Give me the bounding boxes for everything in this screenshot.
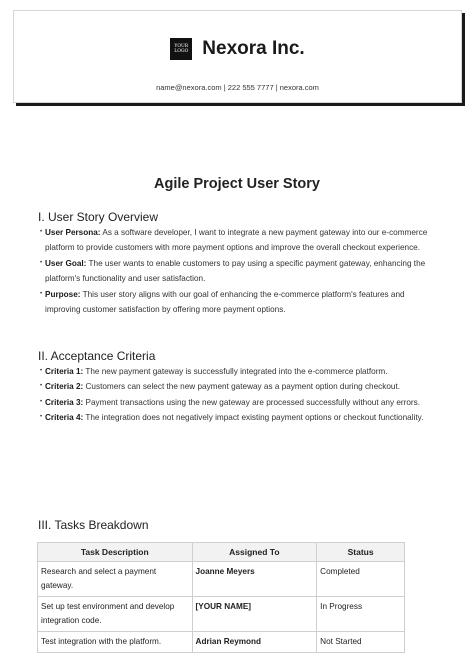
table-row [38, 562, 405, 597]
item-label: User Goal: [45, 258, 87, 268]
overview-list [40, 225, 438, 317]
status-cell: Completed [317, 562, 405, 597]
letterhead [13, 10, 462, 103]
contact-info: name@nexora.com | 222 555 7777 | nexora.com [156, 83, 319, 92]
tasks-table [37, 542, 405, 653]
item-text: Payment transactions using the new gateway are processed successfully without any errors. [83, 397, 420, 407]
item-label: Criteria 3: [45, 397, 84, 407]
acceptance-list [40, 364, 438, 426]
table-row [38, 597, 405, 632]
section-heading-tasks: III. Tasks Breakdown [38, 518, 149, 532]
assignee-cell: Adrian Reymond [192, 632, 317, 653]
column-header-assigned: Assigned To [192, 543, 317, 562]
item-text: This user story aligns with our goal of enhancing the e-commerce platform's features and improving customer satisfaction by offering more payment options. [45, 289, 405, 315]
task-cell: Test integration with the platform. [38, 632, 193, 653]
document-title: Agile Project User Story [154, 176, 320, 192]
list-item [40, 225, 438, 256]
item-label: Criteria 1: [45, 367, 84, 376]
item-text: The user wants to enable customers to pay using a specific payment gateway, enhancing the platform's functionality and user satisfaction. [45, 258, 426, 284]
section-heading-overview: I. User Story Overview [38, 210, 159, 224]
assignee-cell: Joanne Meyers [192, 562, 317, 597]
logo-text-bottom: LOGO [174, 49, 189, 54]
status-cell: Not Started [317, 632, 405, 653]
status-cell: In Progress [317, 597, 405, 632]
item-text: The new payment gateway is successfully integrated into the e-commerce platform. [83, 367, 388, 376]
item-text: The integration does not negatively impact existing payment options or checkout functionality. [83, 413, 424, 423]
list-item [40, 410, 438, 425]
assignee-cell: [YOUR NAME] [192, 597, 317, 632]
table-row [38, 632, 405, 653]
company-name: Nexora Inc. [202, 38, 305, 59]
company-logo [170, 38, 192, 60]
logo-text-top: YOUR [174, 44, 189, 49]
list-item [40, 287, 438, 318]
column-header-task: Task Description [38, 543, 193, 562]
section-heading-acceptance: II. Acceptance Criteria [38, 349, 156, 363]
item-label: Criteria 2: [45, 382, 84, 392]
task-cell: Set up test environment and develop integration code. [38, 597, 193, 632]
list-item [40, 364, 438, 379]
list-item [40, 379, 438, 394]
list-item [40, 395, 438, 410]
table-header-row [38, 543, 405, 562]
item-text: Customers can select the new payment gateway as a payment option during checkout. [83, 382, 400, 392]
brand [14, 38, 461, 60]
list-item [40, 256, 438, 287]
item-label: Purpose: [45, 289, 81, 299]
item-label: User Persona: [45, 228, 101, 237]
item-label: Criteria 4: [45, 413, 84, 423]
task-cell: Research and select a payment gateway. [38, 562, 193, 597]
column-header-status: Status [317, 543, 405, 562]
item-text: As a software developer, I want to integrate a new payment gateway into our e-commerce platform to provide customers with more payment options and improve the overall checkout experience. [45, 228, 428, 253]
